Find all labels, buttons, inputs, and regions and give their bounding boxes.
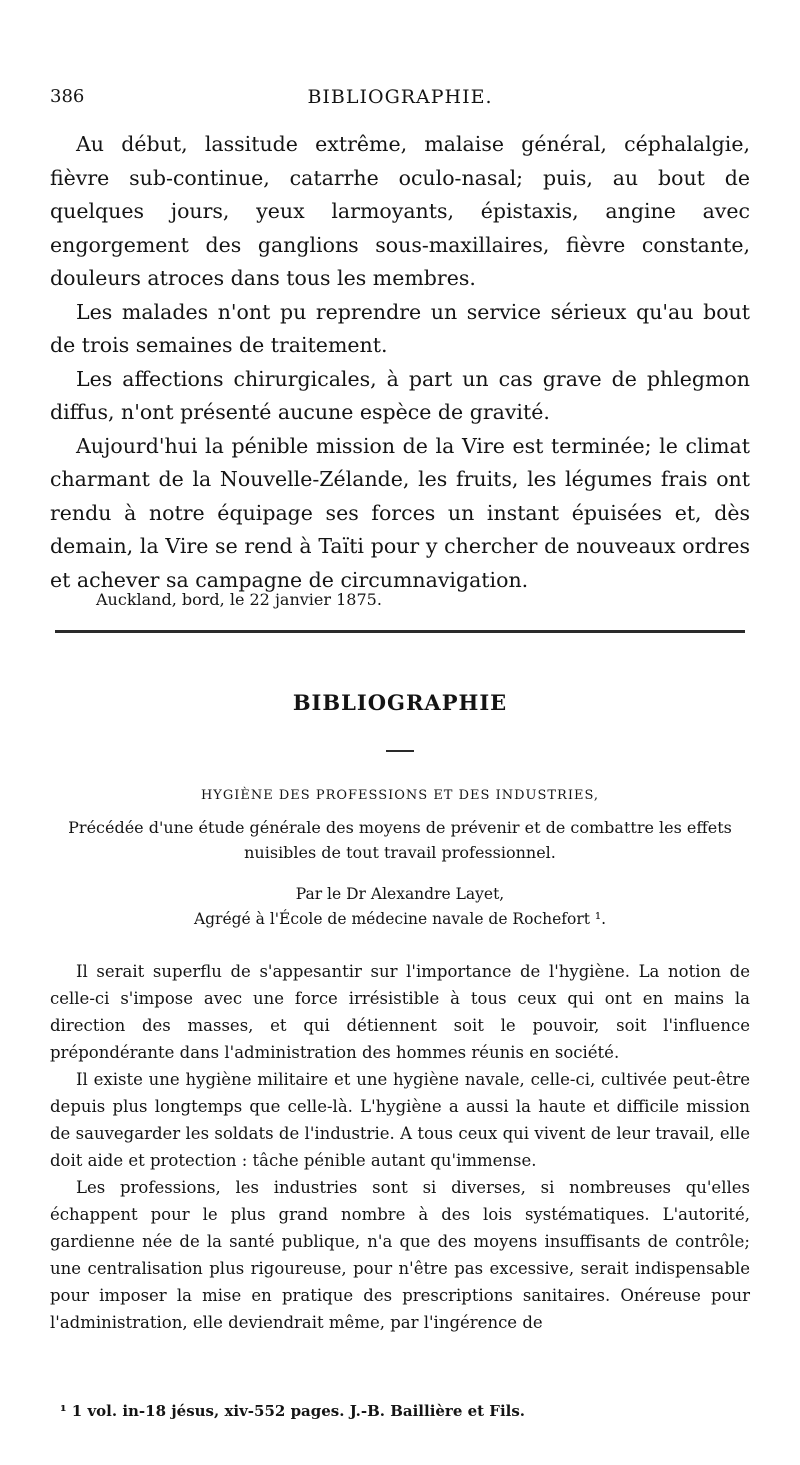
page-number: 386 xyxy=(50,86,85,107)
book-title: HYGIÈNE DES PROFESSIONS ET DES INDUSTRIES, xyxy=(200,788,600,803)
report-paragraph: Les affections chirurgicales, à part un cas grave de phlegmon diffus, n'ont présenté aucune espèce de gravité. xyxy=(50,366,750,424)
book-subtitle: Précédée d'une étude générale des moyens de prévenir et de combattre les effets nuisibles de tout travail professionnel. xyxy=(68,818,732,862)
author-line: Par le Dr Alexandre Layet, xyxy=(295,885,505,903)
report-paragraph: Au début, lassitude extrême, malaise général, céphalalgie, fièvre sub-continue, catarrhe oculo-nasal; puis, au bout de quelques jours, yeux larmoyants, épistaxis, angine avec engorgement des ganglions sous-maxillaires, fièvre constante, douleurs atroces dans tous les membres. xyxy=(50,132,750,290)
section-divider xyxy=(55,630,745,633)
signoff: Auckland, bord, le 22 janvier 1875. xyxy=(96,590,382,609)
review-text xyxy=(50,958,750,1336)
review-paragraph: Les professions, les industries sont si diverses, si nombreuses qu'elles échappent pour le plus grand nombre à des lois systématiques. L'autorité, gardienne née de la santé publique, n'a que des moyens insuffisants de contrôle; une centralisation plus rigoureuse, pour n'être pas excessive, serait indispensable pour imposer la mise en pratique des prescriptions sanitaires. Onéreuse pour l'administration, elle deviendrait même, par l'ingérence de xyxy=(50,1178,750,1332)
running-title: BIBLIOGRAPHIE. xyxy=(307,86,493,108)
section-title: BIBLIOGRAPHIE xyxy=(292,690,508,715)
report-text xyxy=(50,128,750,597)
footnote: ¹ 1 vol. in-18 jésus, xiv-552 pages. J.-B. Baillière et Fils. xyxy=(60,1402,526,1420)
review-paragraph: Il existe une hygiène militaire et une hygiène navale, celle-ci, cultivée peut-être depuis plus longtemps que celle-là. L'hygiène a aussi la haute et difficile mission de sauvegarder les soldats de l'industrie. A tous ceux qui vivent de leur travail, elle doit aide et protection : tâche pénible autant qu'immense. xyxy=(50,1070,750,1170)
review-paragraph: Il serait superflu de s'appesantir sur l'importance de l'hygiène. La notion de celle-ci s'impose avec une force irrésistible à tous ceux qui ont en mains la direction des masses, et qui détiennent soit le pouvoir, soit l'influence prépondérante dans l'administration des hommes réunis en société. xyxy=(50,962,750,1062)
report-paragraph: Aujourd'hui la pénible mission de la Vire est terminée; le climat charmant de la Nouvelle-Zélande, les fruits, les légumes frais ont rendu à notre équipage ses forces un instant épuisées et, dès demain, la Vire se rend à Taïti pour y chercher de nouveaux ordres et achever sa campagne de circumnavigation. xyxy=(50,433,750,592)
short-divider xyxy=(386,750,414,752)
author-block xyxy=(0,882,800,932)
running-head xyxy=(50,86,750,114)
report-paragraph: Les malades n'ont pu reprendre un service sérieux qu'au bout de trois semaines de traitement. xyxy=(50,299,750,357)
author-affiliation: Agrégé à l'École de médecine navale de Rochefort ¹. xyxy=(193,910,607,928)
